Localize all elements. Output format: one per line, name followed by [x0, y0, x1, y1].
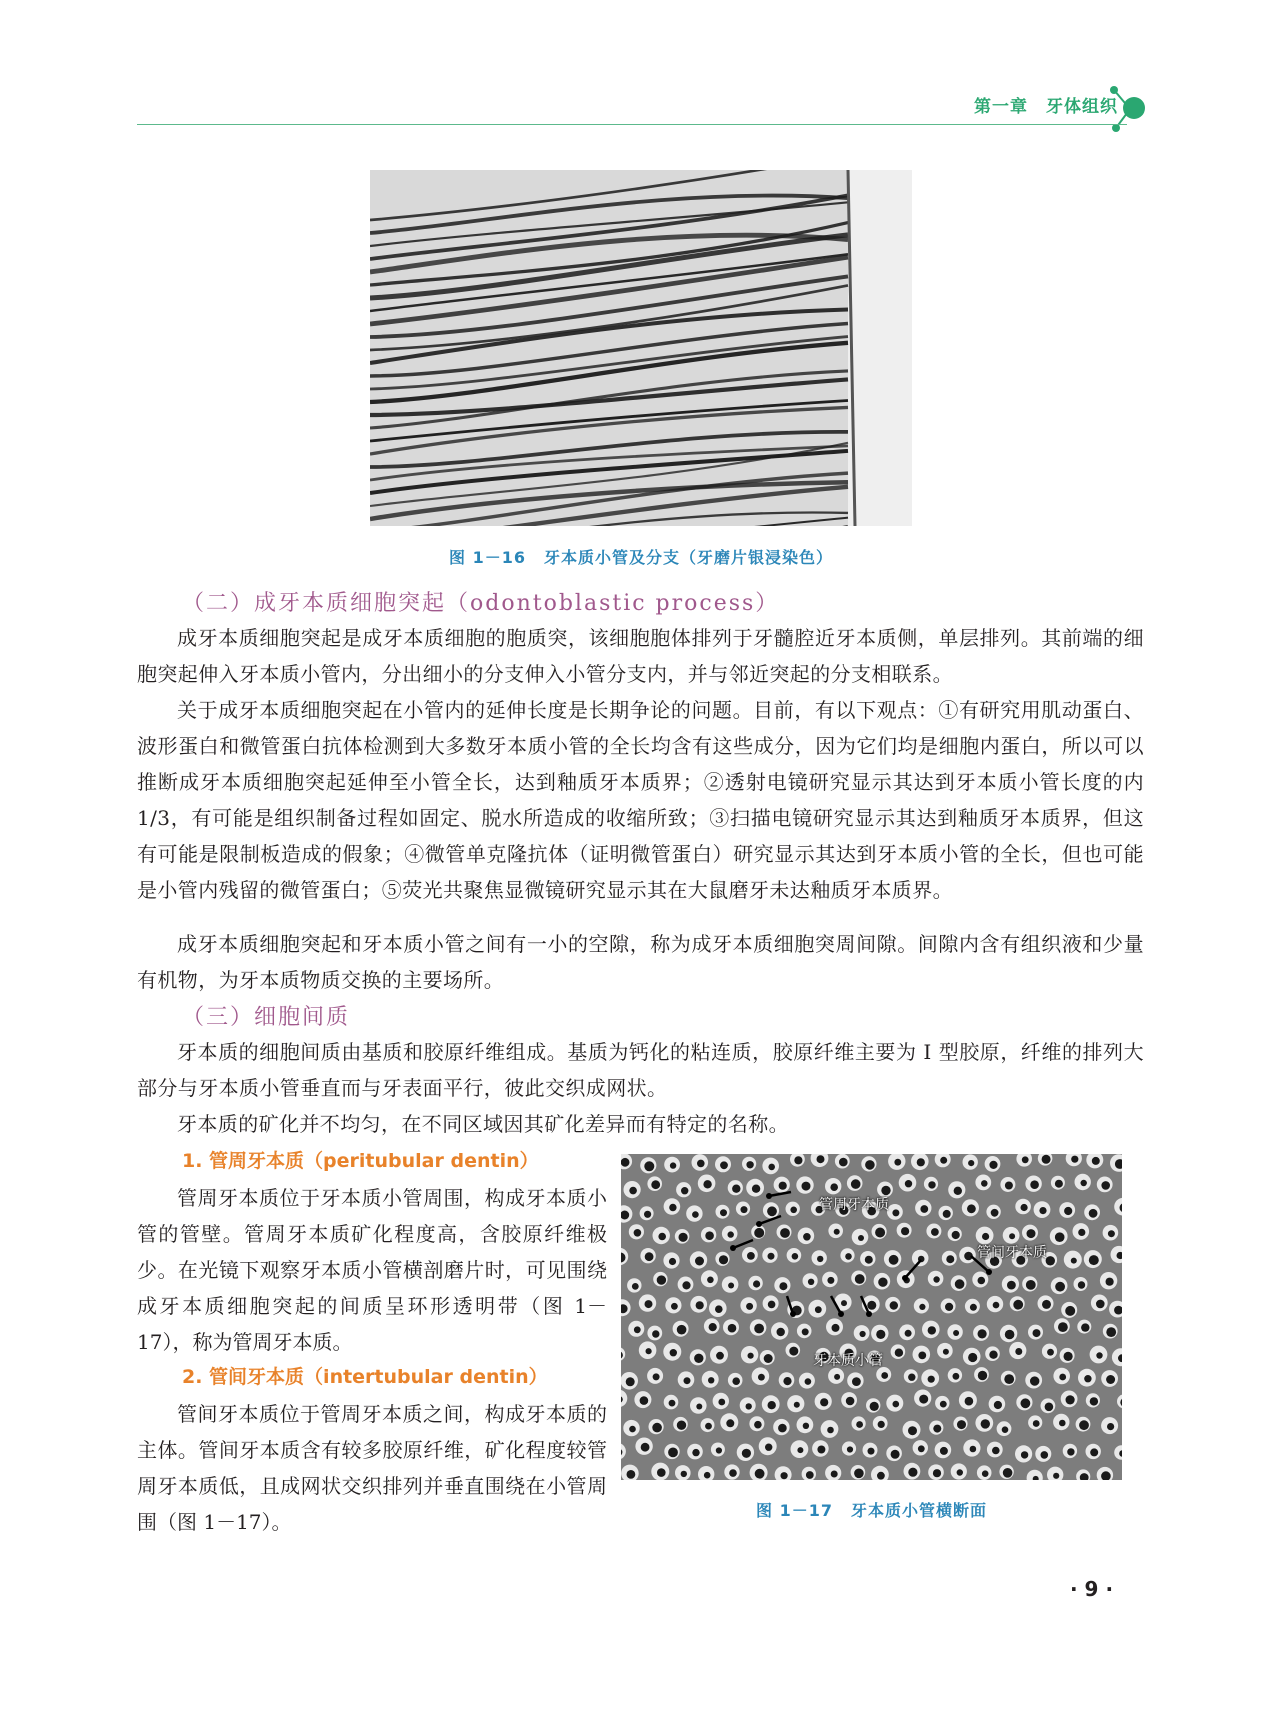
header-rule [137, 124, 1127, 125]
figure-16-caption [370, 545, 912, 568]
figure-16-caption-text: 牙本质小管及分支（牙磨片银浸染色） [543, 548, 833, 567]
item-2-heading: 2. 管间牙本质（intertubular dentin） [182, 1366, 548, 1388]
figure-17-number: 图 1－17 [756, 1501, 833, 1520]
chapter-title: 牙体组织 [1046, 97, 1118, 117]
section-2-heading: （二）成牙本质细胞突起（odontoblastic process） [182, 591, 780, 616]
molecule-icon [1108, 82, 1158, 136]
label-peritubular-dentin: 管周牙本质 [819, 1197, 889, 1213]
figure-dentinal-tubules-micrograph [370, 170, 912, 526]
figure-16-number: 图 1－16 [449, 548, 526, 567]
page-number: · 9 · [1070, 1577, 1114, 1601]
running-head [0, 92, 1118, 117]
figure-tubule-cross-section-micrograph [621, 1154, 1122, 1480]
paragraph: 管周牙本质位于牙本质小管周围，构成牙本质小管的管壁。管周牙本质矿化程度高，含胶原纤维极少。在光镜下观察牙本质小管横剖磨片时，可见围绕成牙本质细胞突起的间质呈环形透明带（图 1－17），称为管周牙本质。 [137, 1186, 607, 1354]
paragraph: 牙本质的矿化并不均匀，在不同区域因其矿化差异而有特定的名称。 [177, 1112, 789, 1136]
item-1-heading: 1. 管周牙本质（peritubular dentin） [182, 1150, 539, 1172]
figure-17-caption [621, 1498, 1122, 1521]
label-dentinal-tubule: 牙本质小管 [813, 1353, 883, 1369]
section-3-heading: （三）细胞间质 [182, 1005, 351, 1030]
paragraph: 关于成牙本质细胞突起在小管内的延伸长度是长期争论的问题。目前，有以下观点：①有研究用肌动蛋白、波形蛋白和微管蛋白抗体检测到大多数牙本质小管的全长均含有这些成分，因为它们均是细胞内蛋白，所以可以推断成牙本质细胞突起延伸至小管全长，达到釉质牙本质界；②透射电镜研究显示其达到牙本质小管长度的内 1/3，有可能是组织制备过程如固定、脱水所造成的收缩所致；③扫描电镜研究显示其达到釉质牙本质界，但这有可能是限制板造成的假象；④微管单克隆抗体（证明微管蛋白）研究显示其达到牙本质小管的全长，但也可能是小管内残留的微管蛋白；⑤荧光共聚焦显微镜研究显示其在大鼠磨牙未达釉质牙本质界。 [137, 698, 1144, 902]
label-intertubular-dentin: 管间牙本质 [977, 1245, 1047, 1261]
paragraph: 牙本质的细胞间质由基质和胶原纤维组成。基质为钙化的粘连质，胶原纤维主要为 Ⅰ 型胶原，纤维的排列大部分与牙本质小管垂直而与牙表面平行，彼此交织成网状。 [137, 1040, 1144, 1100]
paragraph: 成牙本质细胞突起和牙本质小管之间有一小的空隙，称为成牙本质细胞突周间隙。间隙内含有组织液和少量有机物，为牙本质物质交换的主要场所。 [137, 932, 1144, 992]
paragraph: 管间牙本质位于管周牙本质之间，构成牙本质的主体。管间牙本质含有较多胶原纤维，矿化程度较管周牙本质低，且成网状交织排列并垂直围绕在小管周围（图 1－17）。 [137, 1402, 607, 1534]
figure-17-caption-text: 牙本质小管横断面 [850, 1501, 987, 1520]
chapter-number: 第一章 [974, 97, 1028, 117]
paragraph: 成牙本质细胞突起是成牙本质细胞的胞质突，该细胞胞体排列于牙髓腔近牙本质侧，单层排列。其前端的细胞突起伸入牙本质小管内，分出细小的分支伸入小管分支内，并与邻近突起的分支相联系。 [137, 626, 1144, 686]
